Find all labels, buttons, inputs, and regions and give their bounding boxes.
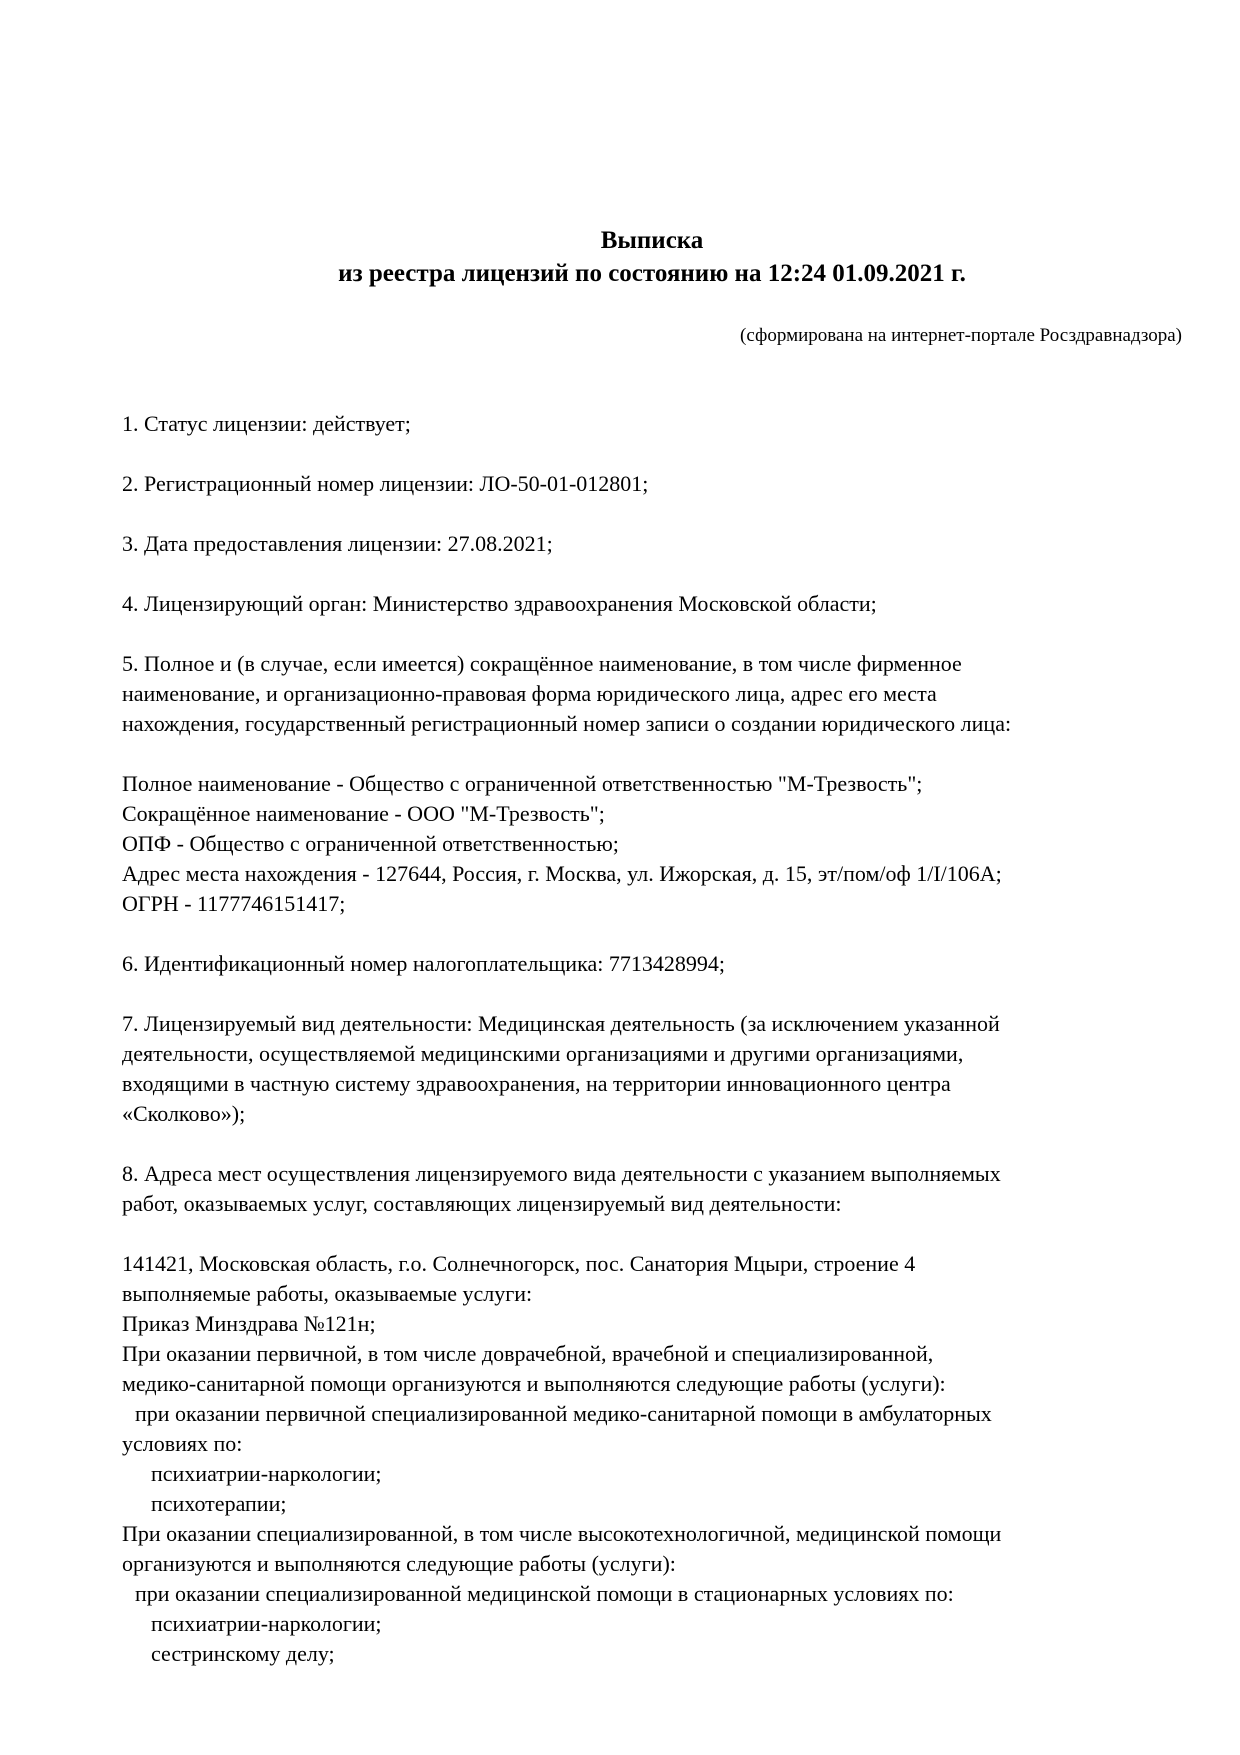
document-line: 3. Дата предоставления лицензии: 27.08.2021;: [122, 531, 553, 556]
document-line: При оказании специализированной, в том числе высокотехнологичной, медицинской помощи: [122, 1521, 1002, 1546]
paragraph-organization-details: [122, 769, 1182, 919]
document-line: выполняемые работы, оказываемые услуги:: [122, 1281, 533, 1306]
document-line: нахождения, государственный регистрационный номер записи о создании юридического лица:: [122, 711, 1012, 736]
document-line: при оказании первичной специализированной медико-санитарной помощи в амбулаторных: [135, 1401, 992, 1426]
document-body: [122, 409, 1182, 1669]
document-line: 1. Статус лицензии: действует;: [122, 411, 411, 436]
paragraph-taxpayer-number: [122, 949, 1182, 979]
document-line: 7. Лицензируемый вид деятельности: Медицинская деятельность (за исключением указанной: [122, 1011, 1000, 1036]
document-line: деятельности, осуществляемой медицинскими организациями и другими организациями,: [122, 1041, 964, 1066]
document-line: психотерапии;: [151, 1491, 287, 1516]
document-line: Приказ Минздрава №121н;: [122, 1311, 376, 1336]
document-title: [122, 224, 1182, 290]
document-line: 2. Регистрационный номер лицензии: ЛО-50-01-012801;: [122, 471, 649, 496]
paragraph-grant-date: [122, 529, 1182, 559]
document-line: Полное наименование - Общество с ограниченной ответственностью "М-Трезвость";: [122, 771, 923, 796]
paragraph-name-section-heading: [122, 649, 1182, 739]
document-line: психиатрии-наркологии;: [151, 1611, 382, 1636]
document-line: организуются и выполняются следующие работы (услуги):: [122, 1551, 676, 1576]
title-line-1: Выписка: [600, 227, 704, 254]
document-line: наименование, и организационно-правовая форма юридического лица, адрес его места: [122, 681, 937, 706]
paragraph-address-and-works: [122, 1249, 1182, 1669]
document-line: 141421, Московская область, г.о. Солнечногорск, пос. Санатория Мцыри, строение 4: [122, 1251, 916, 1276]
document-line: при оказании специализированной медицинской помощи в стационарных условиях по:: [135, 1581, 954, 1606]
title-line-2: из реестра лицензий по состоянию на 12:24 01.09.2021 г.: [338, 260, 966, 287]
document-line: входящими в частную систему здравоохранения, на территории инновационного центра: [122, 1071, 951, 1096]
document-line: Сокращённое наименование - ООО "М-Трезвость";: [122, 801, 605, 826]
paragraph-licensing-authority: [122, 589, 1182, 619]
document-line: психиатрии-наркологии;: [151, 1461, 382, 1486]
document-line: сестринскому делу;: [151, 1641, 335, 1666]
paragraph-licensed-activity: [122, 1009, 1182, 1129]
paragraph-addresses-heading: [122, 1159, 1182, 1219]
document-line: 8. Адреса мест осуществления лицензируемого вида деятельности с указанием выполняемых: [122, 1161, 1001, 1186]
document-line: «Сколково»);: [122, 1101, 246, 1126]
paragraph-registration-number: [122, 469, 1182, 499]
document-line: При оказании первичной, в том числе доврачебной, врачебной и специализированной,: [122, 1341, 934, 1366]
document-line: работ, оказываемых услуг, составляющих лицензируемый вид деятельности:: [122, 1191, 842, 1216]
document-line: условиях по:: [122, 1431, 243, 1456]
document-line: 4. Лицензирующий орган: Министерство здравоохранения Московской области;: [122, 591, 877, 616]
document-line: Адрес места нахождения - 127644, Россия, г. Москва, ул. Ижорская, д. 15, эт/пом/оф 1/I/106А;: [122, 861, 1002, 886]
paragraph-license-status: [122, 409, 1182, 439]
document-line: медико-санитарной помощи организуются и выполняются следующие работы (услуги):: [122, 1371, 946, 1396]
document-line: 5. Полное и (в случае, если имеется) сокращённое наименование, в том числе фирменное: [122, 651, 962, 676]
document-line: 6. Идентификационный номер налогоплательщика: 7713428994;: [122, 951, 725, 976]
document-line: ОГРН - 1177746151417;: [122, 891, 346, 916]
formation-note: (сформирована на интернет-портале Росздравнадзора): [740, 325, 1182, 346]
document-line: ОПФ - Общество с ограниченной ответственностью;: [122, 831, 619, 856]
